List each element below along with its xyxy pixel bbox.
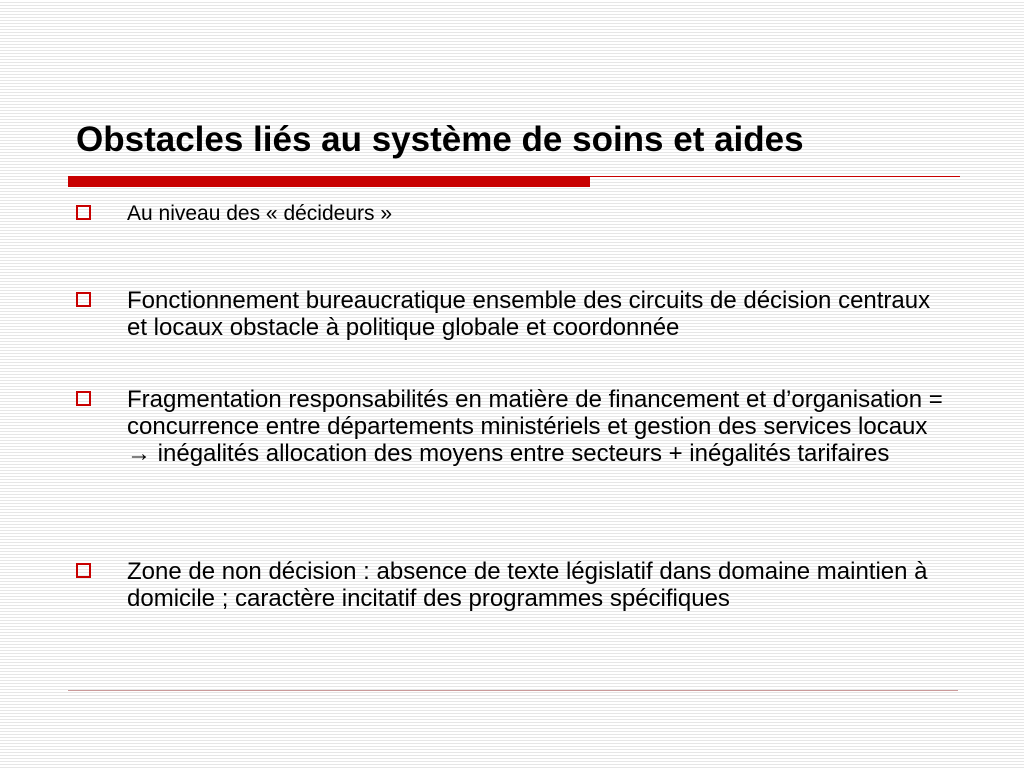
square-bullet-icon: [76, 391, 91, 406]
bullet-item-zone: [76, 558, 946, 612]
title-accent-bar: [68, 176, 590, 187]
bullet-text: Zone de non décision : absence de texte législatif dans domaine maintien à domicile ; caractère incitatif des programmes spécifiques: [127, 558, 928, 612]
bullet-text: Fragmentation responsabilités en matière de financement et d’organisation = concurrence entre départements ministériels et gestion des services locaux → inégalités allocation des moyens entre secteurs + inégalités tarifaires: [127, 386, 943, 467]
bullet-item-decideurs: [76, 200, 946, 227]
footer-divider: [68, 690, 958, 691]
bullet-item-fragmentation: [76, 386, 946, 467]
bullet-item-fonctionnement: [76, 287, 946, 341]
bullet-text: Fonctionnement bureaucratique ensemble des circuits de décision centraux et locaux obstacle à politique globale et coordonnée: [127, 287, 931, 341]
square-bullet-icon: [76, 563, 91, 578]
slide-title: Obstacles liés au système de soins et aides: [76, 120, 804, 159]
square-bullet-icon: [76, 292, 91, 307]
square-bullet-icon: [76, 205, 91, 220]
bullet-text: Au niveau des « décideurs »: [127, 202, 393, 225]
